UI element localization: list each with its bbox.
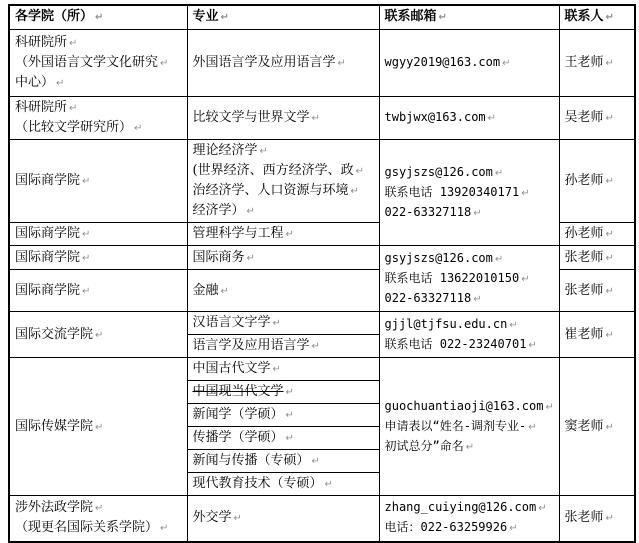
cell-text: 新闻学（学硕） [192, 407, 284, 422]
text-line [193, 181, 377, 201]
major-cell [187, 246, 379, 270]
college-cell [9, 496, 187, 542]
cell-text: 汉语言文字学 [192, 315, 271, 330]
paragraph-mark-icon: ↵ [285, 410, 294, 421]
paragraph-mark-icon: ↵ [521, 187, 530, 199]
paragraph-mark-icon: ↵ [528, 421, 537, 433]
contact-cell [559, 496, 635, 542]
cell-text: 现代教育技术（专硕） [192, 476, 323, 491]
paragraph-mark-icon: ↵ [272, 364, 281, 375]
paragraph-mark-icon: ↵ [69, 38, 78, 49]
cell-text: 中国古代文学 [192, 361, 271, 376]
paragraph-mark-icon: ↵ [509, 319, 518, 331]
paragraph-mark-icon: ↵ [95, 503, 104, 515]
text-line [565, 53, 633, 73]
paragraph-mark-icon: ↵ [233, 513, 242, 525]
cell-text: 涉外法政学院 [15, 500, 94, 516]
text-line [385, 417, 557, 437]
paragraph-mark-icon: ↵ [538, 503, 547, 515]
paragraph-mark-icon: ↵ [95, 329, 104, 341]
cell-text: 理论经济学 [192, 143, 258, 158]
cell-text: 语言学及应用语言学 [192, 338, 310, 353]
paragraph-mark-icon: ↵ [473, 207, 482, 219]
contact-cell [559, 140, 635, 223]
paragraph-mark-icon: ↵ [545, 401, 554, 413]
column-header-email [379, 5, 559, 30]
text-line [385, 203, 557, 223]
paragraph-mark-icon: ↵ [605, 229, 614, 240]
paragraph-mark-icon: ↵ [82, 176, 91, 187]
table-row [9, 358, 635, 381]
contact-cell [559, 270, 635, 312]
text-line [385, 335, 557, 355]
paragraph-mark-icon: ↵ [465, 441, 475, 453]
paragraph-mark-icon: ↵ [487, 113, 497, 124]
major-cell [187, 473, 379, 496]
paragraph-mark-icon: ↵ [285, 229, 294, 240]
text-line [385, 108, 557, 128]
paragraph-mark-icon: ↵ [605, 176, 614, 187]
text-line [15, 248, 185, 268]
column-header-major [187, 5, 379, 30]
paragraph-mark-icon: ↵ [350, 186, 359, 197]
paragraph-mark-icon: ↵ [528, 339, 537, 351]
paragraph-mark-icon: ↵ [259, 146, 268, 157]
text-line [193, 382, 377, 402]
text-line [385, 249, 557, 269]
text-line [385, 289, 557, 309]
text-line [193, 336, 377, 356]
cell-text: （外国语言文学文化研究 [15, 55, 159, 70]
cell-text: gsyjszs@126.com [384, 250, 493, 265]
cell-text: guochuantiaoji@163.com [384, 398, 544, 413]
cell-text: (世界经济、西方经济学、政 [192, 163, 354, 178]
text-line [15, 417, 185, 437]
email-cell [379, 30, 559, 97]
text-line [15, 518, 185, 538]
contact-cell [559, 223, 635, 246]
text-line [193, 53, 377, 73]
paragraph-mark-icon: ↵ [82, 229, 91, 240]
cell-text: gjjl@tjfsu.edu.cn [384, 316, 508, 331]
paragraph-mark-icon: ↵ [605, 285, 614, 297]
college-cell [9, 30, 187, 97]
major-cell [187, 140, 379, 223]
table-row [9, 140, 635, 223]
text-line [565, 171, 633, 191]
text-line [15, 325, 185, 345]
text-line [193, 248, 377, 268]
text-line [193, 141, 377, 161]
cell-text: 联系人 [564, 9, 604, 24]
paragraph-mark-icon: ↵ [311, 341, 320, 352]
table-row [9, 246, 635, 270]
paragraph-mark-icon: ↵ [494, 167, 504, 179]
email-cell [379, 496, 559, 542]
cell-text: 联系邮箱 [384, 9, 437, 24]
college-cell [9, 270, 187, 312]
paragraph-mark-icon: ↵ [134, 123, 143, 134]
text-line [385, 183, 557, 203]
college-cell [9, 97, 187, 140]
email-cell [379, 358, 559, 496]
paragraph-mark-icon: ↵ [246, 252, 255, 264]
column-header-contact [559, 5, 635, 30]
cell-text: zhang_cuiying@126.com [384, 500, 537, 515]
paragraph-mark-icon: ↵ [160, 523, 169, 535]
major-cell [187, 450, 379, 473]
email-cell [379, 97, 559, 140]
cell-text: 张老师 [564, 510, 604, 526]
cell-text: wgyy2019@163.com [384, 55, 501, 69]
paragraph-mark-icon: ↵ [220, 285, 229, 297]
text-line [565, 325, 633, 345]
paragraph-mark-icon: ↵ [95, 12, 104, 23]
paragraph-mark-icon: ↵ [605, 329, 614, 341]
cell-text: 初试总分”命名 [384, 438, 464, 453]
major-cell [187, 404, 379, 427]
cell-text: gsyjszs@126.com [384, 164, 493, 179]
cell-text: 国际商学院 [15, 173, 81, 188]
text-line [193, 508, 377, 528]
paragraph-mark-icon: ↵ [246, 206, 255, 217]
text-line [193, 313, 377, 333]
paragraph-mark-icon: ↵ [337, 58, 346, 69]
cell-text: 治经济学、人口资源与环境 [192, 183, 349, 198]
contact-cell [559, 246, 635, 270]
cell-text: 张老师 [564, 249, 604, 265]
major-cell [187, 97, 379, 140]
cell-text: 管理科学与工程 [192, 226, 284, 241]
paragraph-mark-icon: ↵ [220, 12, 229, 23]
email-cell [379, 312, 559, 358]
text-line [385, 397, 557, 417]
cell-text: 传播学（学硕） [192, 430, 284, 445]
cell-text: 电话：022-63259926 [384, 520, 508, 535]
major-cell [187, 270, 379, 312]
major-cell [187, 223, 379, 246]
paragraph-mark-icon: ↵ [605, 513, 614, 525]
text-line [15, 7, 185, 28]
paragraph-mark-icon: ↵ [324, 479, 333, 490]
text-line [193, 428, 377, 448]
college-cell [9, 223, 187, 246]
paragraph-mark-icon: ↵ [521, 273, 530, 285]
text-line [193, 108, 377, 128]
text-line [565, 281, 633, 301]
text-line [193, 405, 377, 425]
paragraph-mark-icon: ↵ [285, 387, 294, 398]
cell-text: 孙老师 [564, 226, 604, 241]
cell-text: 崔老师 [564, 326, 604, 342]
text-line [15, 33, 185, 53]
text-line [15, 171, 185, 191]
paragraph-mark-icon: ↵ [605, 113, 614, 124]
cell-text: 国际商学院 [15, 249, 81, 265]
cell-text: twbjwx@163.com [384, 110, 486, 124]
struck-text: 中国现当代文学 [192, 384, 284, 399]
paragraph-mark-icon: ↵ [494, 253, 504, 265]
cell-text: 专业 [192, 9, 219, 24]
cell-text: 国际商学院 [15, 282, 81, 298]
cell-text: （比较文学研究所） [15, 120, 133, 135]
text-line [385, 315, 557, 335]
cell-text: 孙老师 [564, 173, 604, 188]
cell-text: 国际交流学院 [15, 326, 94, 342]
major-cell [187, 427, 379, 450]
column-header-college [9, 5, 187, 30]
paragraph-mark-icon: ↵ [502, 58, 511, 69]
text-line [193, 359, 377, 379]
cell-text: 经济学） [192, 203, 245, 218]
text-line [385, 437, 557, 457]
cell-text: 外交学 [192, 510, 232, 526]
text-line [15, 498, 185, 518]
cell-text: 联系电话 13622010150 [384, 270, 520, 285]
table-row [9, 97, 635, 140]
paragraph-mark-icon: ↵ [605, 58, 614, 69]
cell-text: 中心） [15, 75, 55, 90]
paragraph-mark-icon: ↵ [473, 293, 482, 305]
adjustment-contacts-table [8, 4, 636, 543]
table-row [9, 30, 635, 97]
paragraph-mark-icon: ↵ [82, 285, 91, 297]
table-row [9, 496, 635, 542]
cell-text: 联系电话 13920340171 [384, 184, 520, 199]
text-line [565, 108, 633, 128]
major-cell [187, 312, 379, 335]
paragraph-mark-icon: ↵ [605, 421, 614, 433]
text-line [193, 7, 377, 28]
paragraph-mark-icon: ↵ [438, 12, 447, 23]
text-line [193, 451, 377, 471]
cell-text: 国际商学院 [15, 226, 81, 241]
text-line [15, 281, 185, 301]
text-line [565, 248, 633, 268]
college-cell [9, 358, 187, 496]
cell-text: 022-63327118 [384, 290, 472, 305]
text-line [15, 224, 185, 244]
text-line [193, 201, 377, 221]
text-line [193, 224, 377, 244]
contact-cell [559, 97, 635, 140]
cell-text: 张老师 [564, 282, 604, 298]
paragraph-mark-icon: ↵ [605, 12, 614, 23]
cell-text: 各学院（所） [15, 9, 94, 24]
paragraph-mark-icon: ↵ [56, 78, 65, 89]
paragraph-mark-icon: ↵ [82, 252, 91, 264]
contact-cell [559, 30, 635, 97]
text-line [15, 73, 185, 93]
paragraph-mark-icon: ↵ [69, 103, 78, 114]
college-cell [9, 140, 187, 223]
paragraph-mark-icon: ↵ [605, 252, 614, 264]
paragraph-mark-icon: ↵ [285, 433, 294, 444]
cell-text: 申请表以“姓名-调剂专业- [384, 418, 527, 433]
text-line [385, 269, 557, 289]
paragraph-mark-icon: ↵ [311, 456, 320, 467]
cell-text: 科研院所 [15, 100, 68, 115]
cell-text: 联系电话 022-23240701 [384, 336, 527, 351]
cell-text: （现更名国际关系学院） [15, 520, 159, 536]
table-header-row [9, 5, 635, 30]
major-cell [187, 496, 379, 542]
contact-cell [559, 358, 635, 496]
paragraph-mark-icon: ↵ [311, 113, 320, 124]
text-line [565, 224, 633, 244]
email-cell [379, 246, 559, 312]
major-cell [187, 335, 379, 358]
text-line [385, 518, 557, 538]
paragraph-mark-icon: ↵ [95, 421, 104, 433]
paragraph-mark-icon: ↵ [509, 523, 518, 535]
text-line [193, 474, 377, 494]
text-line [565, 7, 633, 28]
cell-text: 外国语言学及应用语言学 [192, 55, 336, 70]
text-line [385, 163, 557, 183]
contact-cell [559, 312, 635, 358]
college-cell [9, 312, 187, 358]
major-cell [187, 358, 379, 381]
paragraph-mark-icon: ↵ [355, 166, 364, 177]
cell-text: 022-63327118 [384, 204, 472, 219]
cell-text: 新闻与传播（专硕） [192, 453, 310, 468]
cell-text: 金融 [192, 282, 219, 298]
text-line [15, 98, 185, 118]
table-row [9, 312, 635, 335]
major-cell [187, 30, 379, 97]
text-line [385, 53, 557, 73]
cell-text: 王老师 [564, 55, 604, 70]
text-line [193, 161, 377, 181]
paragraph-mark-icon: ↵ [272, 318, 281, 329]
cell-text: 窦老师 [564, 418, 604, 434]
paragraph-mark-icon: ↵ [160, 58, 169, 69]
text-line [385, 498, 557, 518]
text-line [565, 508, 633, 528]
email-cell [379, 140, 559, 246]
major-cell [187, 381, 379, 404]
cell-text: 科研院所 [15, 35, 68, 50]
cell-text: 国际传媒学院 [15, 418, 94, 434]
text-line [15, 53, 185, 73]
text-line [385, 7, 557, 28]
text-line [565, 417, 633, 437]
college-cell [9, 246, 187, 270]
text-line [193, 281, 377, 301]
cell-text: 国际商务 [192, 249, 245, 265]
text-line [15, 118, 185, 138]
cell-text: 吴老师 [564, 110, 604, 125]
cell-text: 比较文学与世界文学 [192, 110, 310, 125]
